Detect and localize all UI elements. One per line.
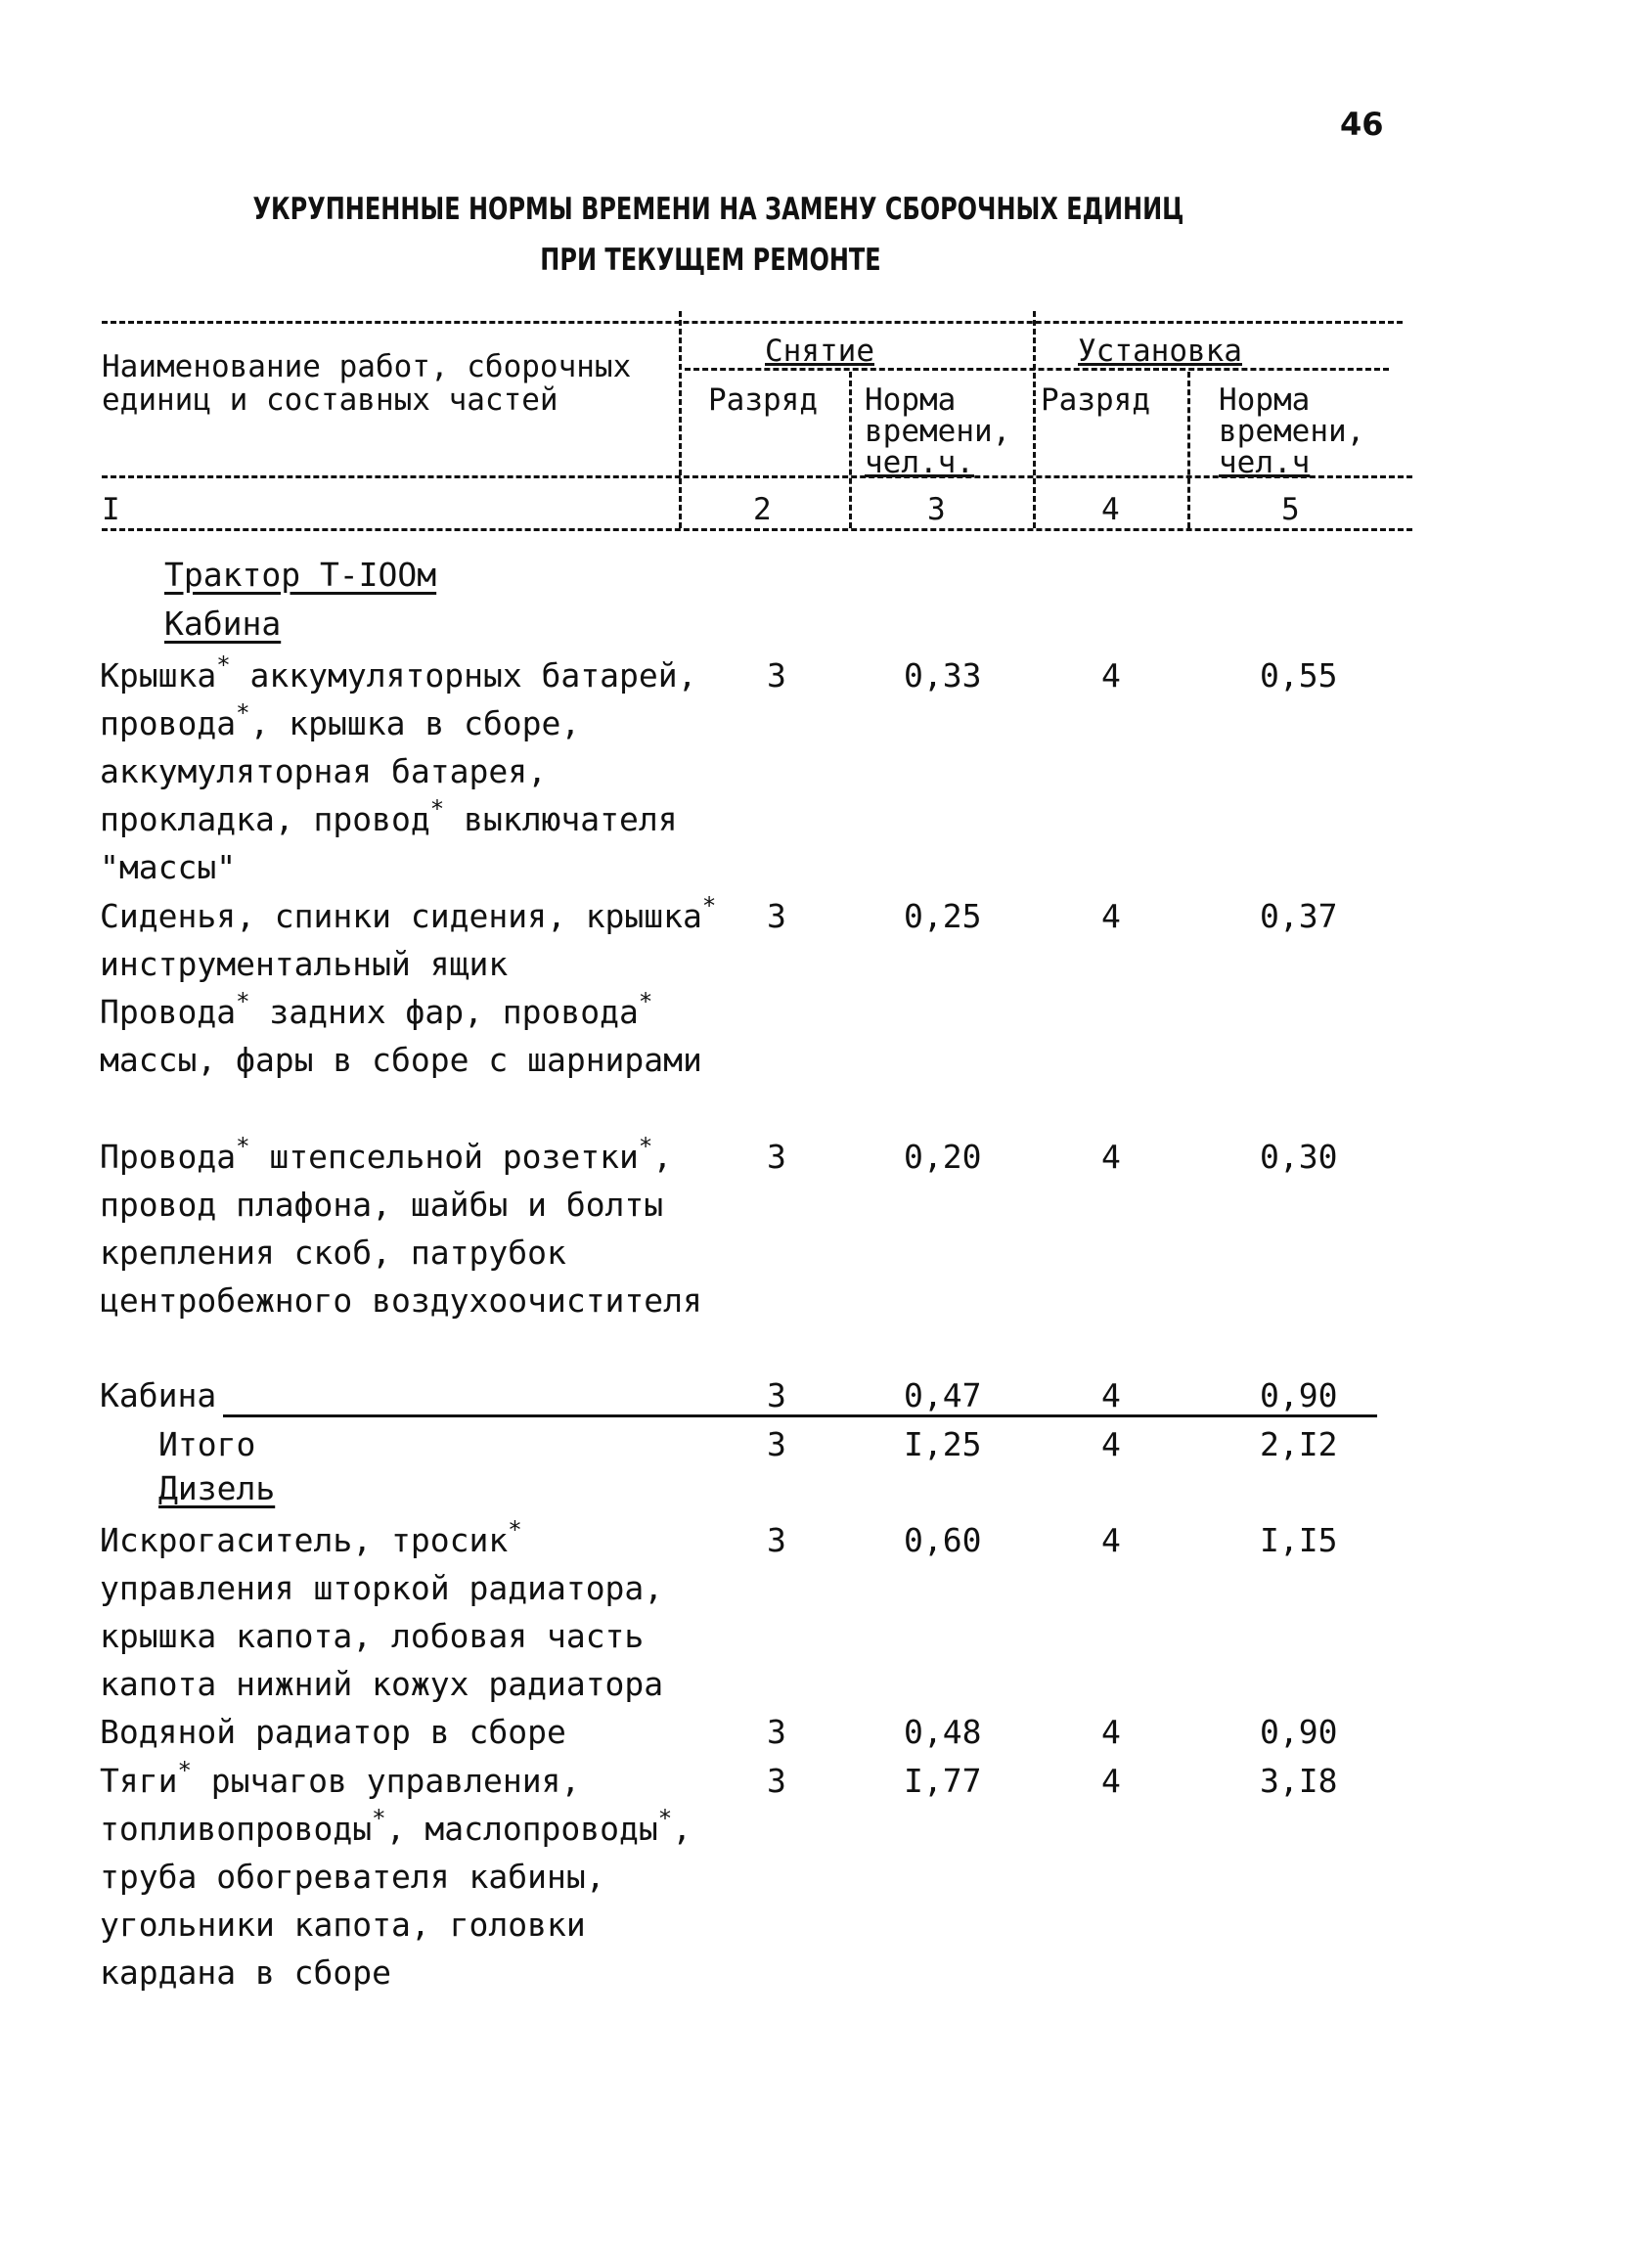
header-col1-line2: единиц и составных частей [102, 382, 558, 418]
row4-removal-grade: 3 [767, 1138, 786, 1176]
row2-removal-norm: 0,25 [904, 897, 982, 935]
page-title-line2: ПРИ ТЕКУЩЕМ РЕМОНТЕ [540, 243, 881, 278]
row6-install-norm: I,I5 [1260, 1521, 1338, 1559]
row5-removal-grade: 3 [767, 1376, 786, 1414]
row5-removal-norm: 0,47 [904, 1376, 982, 1414]
column-number-5: 5 [1281, 492, 1300, 527]
column-number-1: I [102, 492, 120, 527]
header-installation-norm-line1: Норма [1219, 382, 1311, 418]
header-bottom-rule [102, 475, 1412, 478]
header-removal-norm-unit: чел.ч. [865, 445, 974, 480]
header-installation-norm-line2: времени, [1219, 414, 1365, 449]
row8-description: Тяги* рычагов управления, топливопроводы*, маслопроводы*, труба обогревателя кабины, угольники капота, головки кардана в сборе [100, 1757, 692, 1992]
section-heading-diesel: Дизель [158, 1469, 276, 1507]
subtotal-install-norm: 2,I2 [1260, 1425, 1338, 1463]
row5-install-grade: 4 [1101, 1376, 1121, 1414]
row2-install-grade: 4 [1101, 897, 1121, 935]
row4-removal-norm: 0,20 [904, 1138, 982, 1176]
header-separator-2 [849, 372, 852, 528]
row1-description: Крышка* аккумуляторных батарей, провода*, крышка в сборе, аккумуляторная батарея, прокладка, провод* выключателя "массы" [100, 651, 697, 886]
row2-install-norm: 0,37 [1260, 897, 1338, 935]
header-removal-grade: Разряд [708, 382, 818, 418]
header-separator-1 [679, 311, 682, 528]
row7-install-norm: 0,90 [1260, 1713, 1338, 1751]
row8-removal-norm: I,77 [904, 1762, 982, 1800]
row4-install-norm: 0,30 [1260, 1138, 1338, 1176]
column-number-rule [102, 528, 1412, 531]
subtotal-rule [223, 1414, 1377, 1417]
column-number-4: 4 [1101, 492, 1120, 527]
row2-removal-grade: 3 [767, 897, 786, 935]
row7-description: Водяной радиатор в сборе [100, 1713, 566, 1751]
row2-description: Сиденья, спинки сидения, крышка* инструментальный ящик [100, 892, 717, 983]
header-removal: Снятие [765, 334, 874, 369]
column-number-3: 3 [927, 492, 946, 527]
column-number-2: 2 [753, 492, 772, 527]
row8-install-grade: 4 [1101, 1762, 1121, 1800]
row8-removal-grade: 3 [767, 1762, 786, 1800]
page-title: УКРУПНЕННЫЕ НОРМЫ ВРЕМЕНИ НА ЗАМЕНУ СБОРОЧНЫХ ЕДИНИЦ [252, 192, 1184, 227]
header-removal-norm-line2: времени, [865, 414, 1011, 449]
header-separator-4 [1187, 372, 1190, 528]
header-installation-grade: Разряд [1041, 382, 1150, 418]
row7-removal-norm: 0,48 [904, 1713, 982, 1751]
header-installation: Установка [1078, 334, 1242, 369]
row6-removal-norm: 0,60 [904, 1521, 982, 1559]
header-top-rule [102, 321, 1403, 324]
row5-install-norm: 0,90 [1260, 1376, 1338, 1414]
row4-install-grade: 4 [1101, 1138, 1121, 1176]
row6-removal-grade: 3 [767, 1521, 786, 1559]
section-heading-cabin: Кабина [164, 605, 282, 643]
row6-description: Искрогаситель, тросик* управления шторкой радиатора, крышка капота, лобовая часть капота нижний кожух радиатора [100, 1516, 664, 1703]
header-col1-line1: Наименование работ, сборочных [102, 349, 632, 384]
header-installation-norm-unit: чел.ч [1219, 445, 1311, 480]
subtotal-install-grade: 4 [1101, 1425, 1121, 1463]
row1-removal-grade: 3 [767, 656, 786, 695]
header-separator-3 [1033, 311, 1036, 528]
section-heading-tractor: Трактор Т-IOOм [164, 556, 437, 594]
row7-removal-grade: 3 [767, 1713, 786, 1751]
header-removal-norm-line1: Норма [865, 382, 957, 418]
row1-removal-norm: 0,33 [904, 656, 982, 695]
row1-install-norm: 0,55 [1260, 656, 1338, 695]
subtotal-removal-norm: I,25 [904, 1425, 982, 1463]
row3-description: Провода* задних фар, провода* массы, фары в сборе с шарнирами [100, 988, 702, 1079]
subtotal-removal-grade: 3 [767, 1425, 786, 1463]
row6-install-grade: 4 [1101, 1521, 1121, 1559]
row1-install-grade: 4 [1101, 656, 1121, 695]
row7-install-grade: 4 [1101, 1713, 1121, 1751]
row4-description: Провода* штепсельной розетки*, провод плафона, шайбы и болты крепления скоб, патрубок центробежного воздухоочистителя [100, 1133, 702, 1320]
subtotal-label: Итого [158, 1425, 256, 1463]
page-number: 46 [1340, 106, 1384, 143]
row8-install-norm: 3,I8 [1260, 1762, 1338, 1800]
row5-description: Кабина [100, 1376, 217, 1414]
